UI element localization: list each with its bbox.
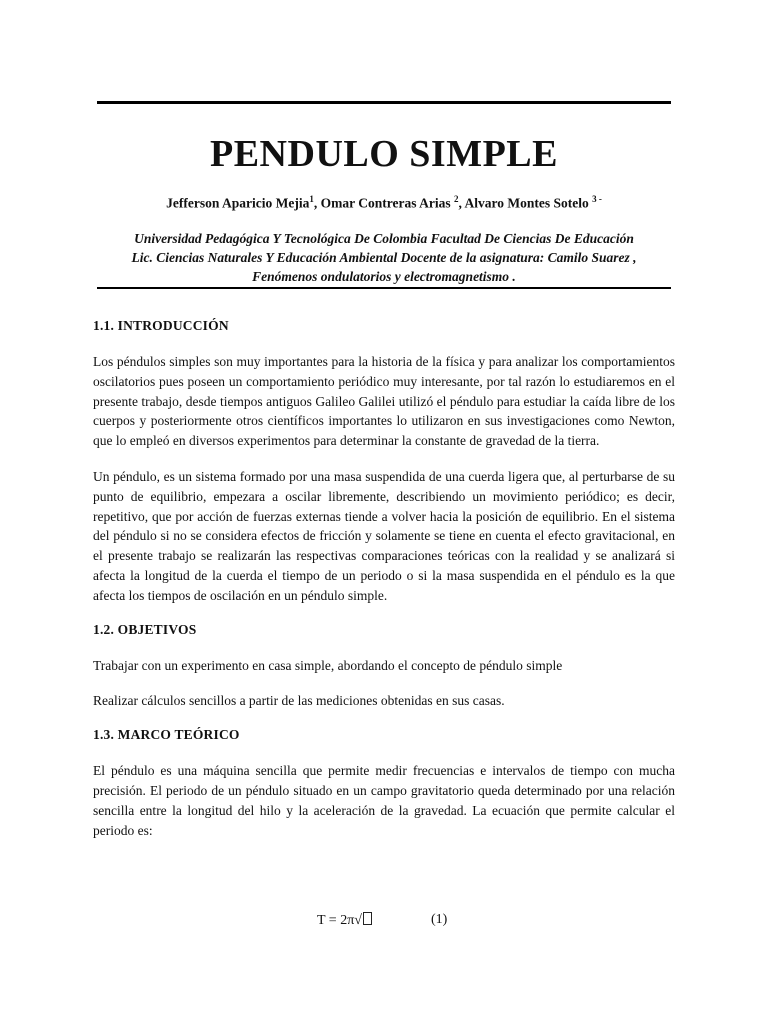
paragraph-intro-2: Un péndulo, es un sistema formado por una masa suspendida de una cuerda ligera que, al perturbarse de su punto de equilibrio, empezara a oscilar libremente, describiendo un movimiento periódico; es decir, repetitivo, que por acción de fuerzas externas tiende a volver hacia la posición de equilibrio. En el sistema del péndulo si no se considera efectos de fricción y solamente se tiene en cuenta el efecto gravitacional, en el presente trabajo se realizarán las respectivas comparaciones teóricas con la realidad y se analizará si afecta la longitud de la cuerda el tiempo de un periodo o si la masa suspendida en el péndulo es la que afecta los tiempos de oscilación en un péndulo simple. — [93, 468, 675, 603]
author-list — [0, 194, 768, 212]
section-heading-objetivos: 1.2. OBJETIVOS — [93, 621, 197, 637]
missing-glyph-box — [363, 912, 372, 925]
section-heading-marco-teorico: 1.3. MARCO TEÓRICO — [93, 727, 240, 743]
paragraph-objective-2: Realizar cálculos sencillos a partir de las mediciones obtenidas en sus casas. — [93, 693, 505, 709]
paragraph-intro-1: Los péndulos simples son muy importantes para la historia de la física y para analizar los comportamientos oscilatorios pues poseen un comportamiento periódico muy interesante, por tal razón lo estudiaremos en el presente trabajo, desde tiempos antiguos Galileo Galilei utilizó el péndulo para estudiar la caída libre de los cuerpos y posteriormente otros científicos importantes lo utilizaron en sus investigaciones como Newton, que lo empleó en diversos experimentos para determinar la constante de gravedad de la tierra. — [93, 354, 675, 449]
page-title: PENDULO SIMPLE — [210, 133, 558, 175]
header-rule — [97, 287, 671, 289]
affiliation — [90, 229, 678, 286]
author-1: Jefferson Aparicio Mejia — [166, 195, 310, 211]
affiliation-line-2: Lic. Ciencias Naturales Y Educación Ambiental Docente de la asignatura: Camilo Suarez , — [131, 250, 637, 265]
affiliation-line-3: Fenómenos ondulatorios y electromagnetismo . — [252, 269, 516, 284]
author-3-affil: 3 - — [592, 194, 602, 204]
section-heading-introduccion: 1.1. INTRODUCCIÓN — [93, 318, 229, 333]
equation-expression-text: T = 2π√ — [317, 913, 362, 928]
author-2-affil: 2 — [453, 194, 459, 204]
paragraph-objective-1: Trabajar con un experimento en casa simple, abordando el concepto de péndulo simple — [93, 657, 563, 673]
author-2: , Omar Contreras Arias — [313, 195, 454, 211]
top-rule — [97, 101, 671, 104]
body-content — [93, 318, 675, 856]
equation-number: (1) — [431, 912, 448, 927]
equation-expression — [317, 912, 372, 929]
author-3: , Alvaro Montes Sotelo — [458, 195, 593, 211]
author-1-affil: 1 — [309, 194, 314, 204]
affiliation-line-1: Universidad Pedagógica Y Tecnológica De Colombia Facultad De Ciencias De Educación — [134, 231, 634, 246]
paragraph-theory-1: El péndulo es una máquina sencilla que permite medir frecuencias e intervalos de tiempo con mucha precisión. El periodo de un péndulo situado en un campo gravitatorio queda determinado por una relación sencilla entre la longitud del hilo y la aceleración de la gravedad. La ecuación que permite calcular el periodo es: — [93, 763, 675, 838]
